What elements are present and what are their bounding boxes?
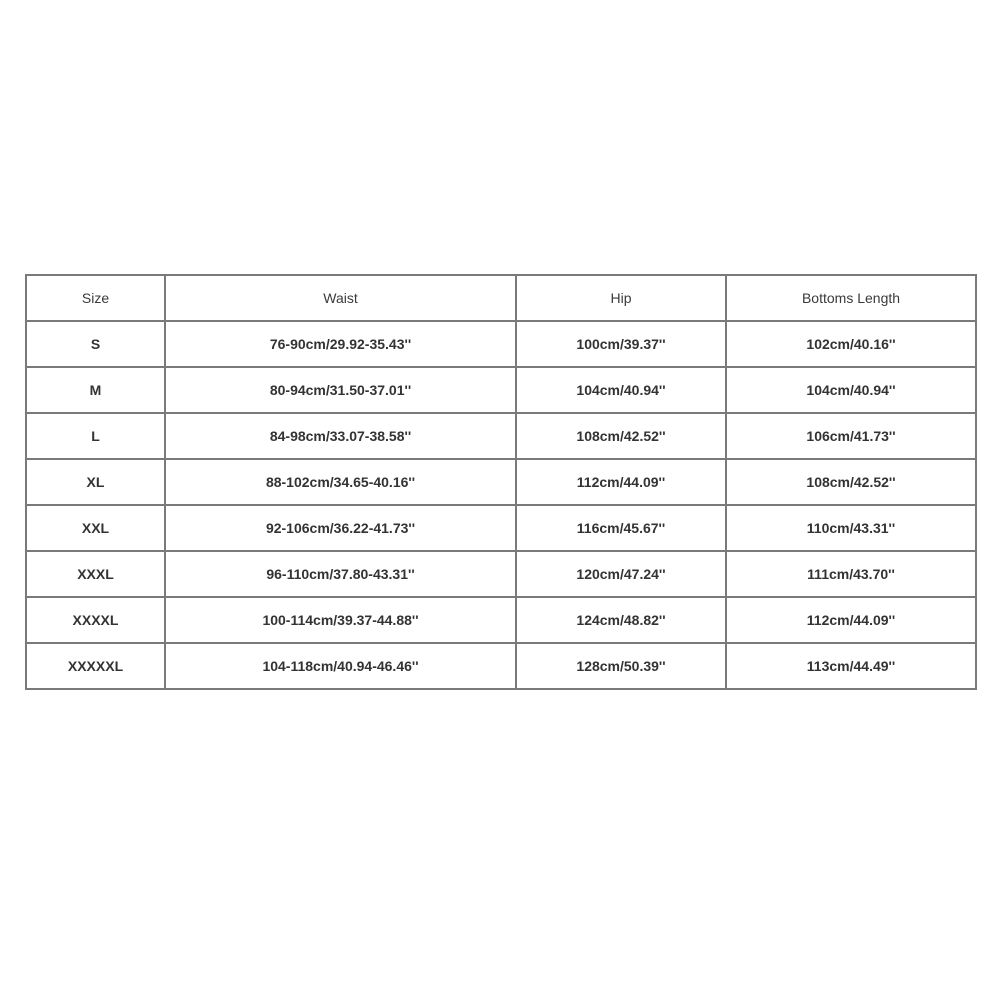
cell-waist: 100-114cm/39.37-44.88'' (165, 597, 516, 643)
cell-size: XL (26, 459, 165, 505)
cell-bottoms-length: 104cm/40.94'' (726, 367, 976, 413)
table-row (26, 321, 976, 367)
cell-size: XXL (26, 505, 165, 551)
header-size: Size (26, 275, 165, 321)
cell-bottoms-length: 106cm/41.73'' (726, 413, 976, 459)
cell-size: M (26, 367, 165, 413)
cell-hip: 104cm/40.94'' (516, 367, 726, 413)
header-waist: Waist (165, 275, 516, 321)
cell-hip: 128cm/50.39'' (516, 643, 726, 689)
cell-hip: 116cm/45.67'' (516, 505, 726, 551)
size-chart-header (26, 275, 976, 321)
table-row (26, 597, 976, 643)
cell-waist: 84-98cm/33.07-38.58'' (165, 413, 516, 459)
cell-bottoms-length: 102cm/40.16'' (726, 321, 976, 367)
cell-hip: 112cm/44.09'' (516, 459, 726, 505)
cell-bottoms-length: 112cm/44.09'' (726, 597, 976, 643)
size-chart-body (26, 321, 976, 689)
size-chart-table (25, 274, 977, 690)
cell-bottoms-length: 111cm/43.70'' (726, 551, 976, 597)
table-row (26, 551, 976, 597)
cell-size: XXXXL (26, 597, 165, 643)
cell-waist: 76-90cm/29.92-35.43'' (165, 321, 516, 367)
cell-bottoms-length: 108cm/42.52'' (726, 459, 976, 505)
table-row (26, 413, 976, 459)
table-row (26, 505, 976, 551)
cell-bottoms-length: 110cm/43.31'' (726, 505, 976, 551)
header-hip: Hip (516, 275, 726, 321)
table-row (26, 459, 976, 505)
cell-size: XXXXXL (26, 643, 165, 689)
cell-waist: 92-106cm/36.22-41.73'' (165, 505, 516, 551)
cell-hip: 124cm/48.82'' (516, 597, 726, 643)
cell-size: S (26, 321, 165, 367)
cell-hip: 120cm/47.24'' (516, 551, 726, 597)
cell-size: XXXL (26, 551, 165, 597)
header-row (26, 275, 976, 321)
cell-waist: 104-118cm/40.94-46.46'' (165, 643, 516, 689)
cell-waist: 88-102cm/34.65-40.16'' (165, 459, 516, 505)
header-bottoms-length: Bottoms Length (726, 275, 976, 321)
cell-hip: 100cm/39.37'' (516, 321, 726, 367)
table-row (26, 643, 976, 689)
cell-waist: 80-94cm/31.50-37.01'' (165, 367, 516, 413)
cell-waist: 96-110cm/37.80-43.31'' (165, 551, 516, 597)
table-row (26, 367, 976, 413)
cell-bottoms-length: 113cm/44.49'' (726, 643, 976, 689)
cell-hip: 108cm/42.52'' (516, 413, 726, 459)
cell-size: L (26, 413, 165, 459)
